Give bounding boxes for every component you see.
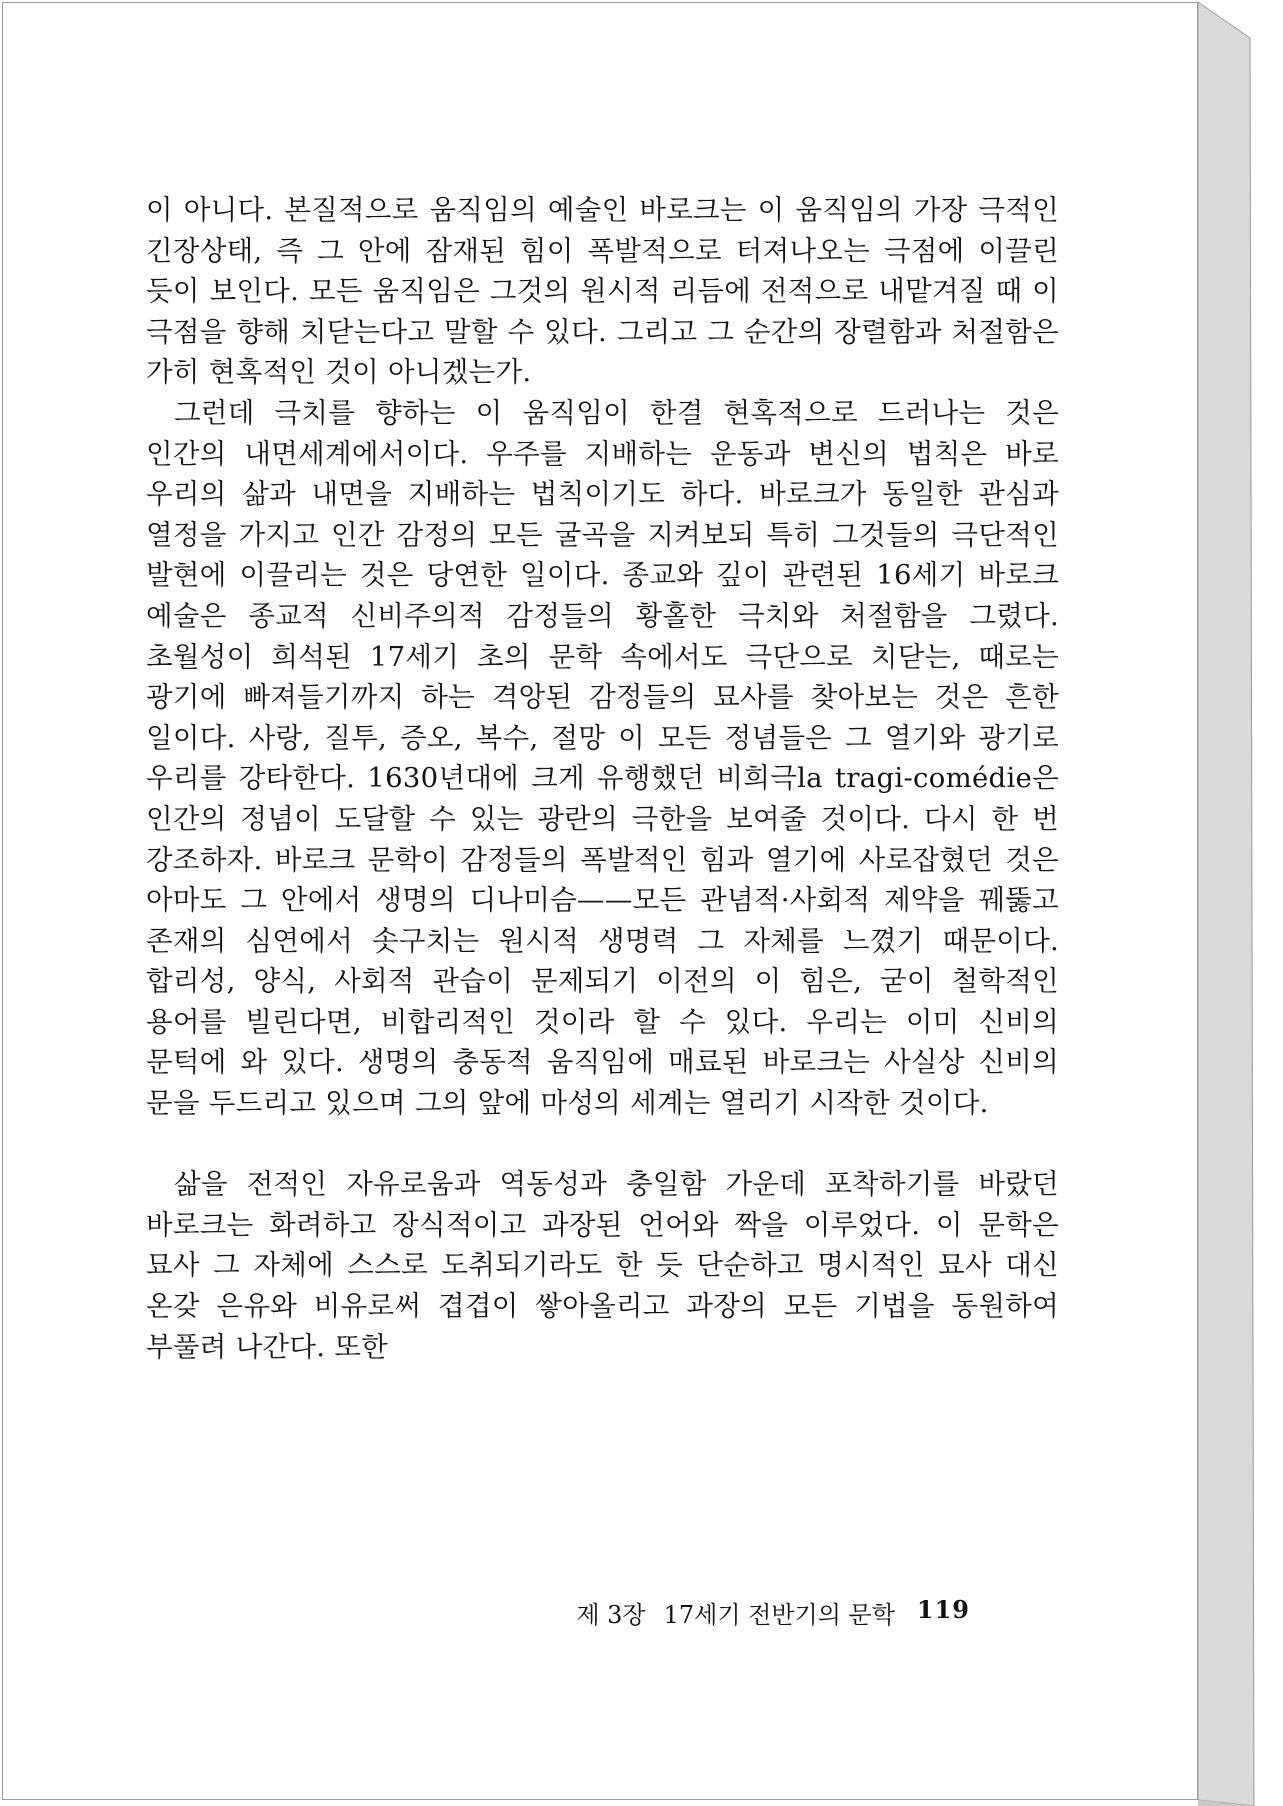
paragraph-1: 이 아니다. 본질적으로 움직임의 예술인 바로크는 이 움직임의 가장 극적인 긴장상태, 즉 그 안에 잠재된 힘이 폭발적으로 터져나오는 극점에 이끌린 듯이 보인다. 모든 움직임은 그것의 원시적 리듬에 전적으로 내맡겨질 때 이 극점을 향해 치닫는다고 말할 수 있다. 그리고 그 순간의 장렬함과 처절함은 가히 현혹적인 것이 아니겠는가. — [146, 194, 1059, 389]
page-number: 119 — [916, 1595, 970, 1624]
page-footer — [576, 1595, 970, 1630]
book-page — [2, 2, 1198, 1800]
section-gap — [146, 1124, 1059, 1165]
paragraph-3: 삶을 전적인 자유로움과 역동성과 충일함 가운데 포착하기를 바랐던 바로크는 화려하고 장식적이고 과장된 언어와 짝을 이루었다. 이 문학은 묘사 그 자체에 스스로 도취되기라도 한 듯 단순하고 명시적인 묘사 대신 온갖 은유와 비유로써 겹겹이 쌓아올리고 과장의 모든 기법을 동원하여 부풀려 나간다. 또한 — [146, 1168, 1059, 1363]
body-text — [146, 190, 1059, 1367]
running-title: 17세기 전반기의 문학 — [663, 1601, 895, 1629]
paragraph-2: 그런데 극치를 향하는 이 움직임이 한결 현혹적으로 드러나는 것은 인간의 내면세계에서이다. 우주를 지배하는 운동과 변신의 법칙은 바로 우리의 삶과 내면을 지배하는 법칙이기도 하다. 바로크가 동일한 관심과 열정을 가지고 인간 감정의 모든 굴곡을 지켜보되 특히 그것들의 극단적인 발현에 이끌리는 것은 당연한 일이다. 종교와 깊이 관련된 16세기 바로크 예술은 종교적 신비주의적 감정들의 황홀한 극치와 처절함을 그렸다. 초월성이 희석된 17세기 초의 문학 속에서도 극단으로 치닫는, 때로는 광기에 빠져들기까지 하는 격앙된 감정들의 묘사를 찾아보는 것은 흔한 일이다. 사랑, 질투, 증오, 복수, 절망 이 모든 정념들은 그 열기와 광기로 우리를 강타한다. 1630년대에 크게 유행했던 비희극la tragi-comédie은 인간의 정념이 도달할 수 있는 광란의 극한을 보여줄 것이다. 다시 한 번 강조하자. 바로크 문학이 감정들의 폭발적인 힘과 열기에 사로잡혔던 것은 아마도 그 안에서 생명의 디나미슴——모든 관념적·사회적 제약을 꿰뚫고 존재의 심연에서 솟구치는 원시적 생명력 그 자체를 느꼈기 때문이다. 합리성, 양식, 사회적 관습이 문제되기 이전의 이 힘은, 굳이 철학적인 용어를 빌린다면, 비합리적인 것이라 할 수 있다. 우리는 이미 신비의 문턱에 와 있다. 생명의 충동적 움직임에 매료된 바로크는 사실상 신비의 문을 두드리고 있으며 그의 앞에 마성의 세계는 열리기 시작한 것이다. — [146, 396, 1059, 1120]
running-chapter: 제 3장 — [576, 1601, 646, 1629]
